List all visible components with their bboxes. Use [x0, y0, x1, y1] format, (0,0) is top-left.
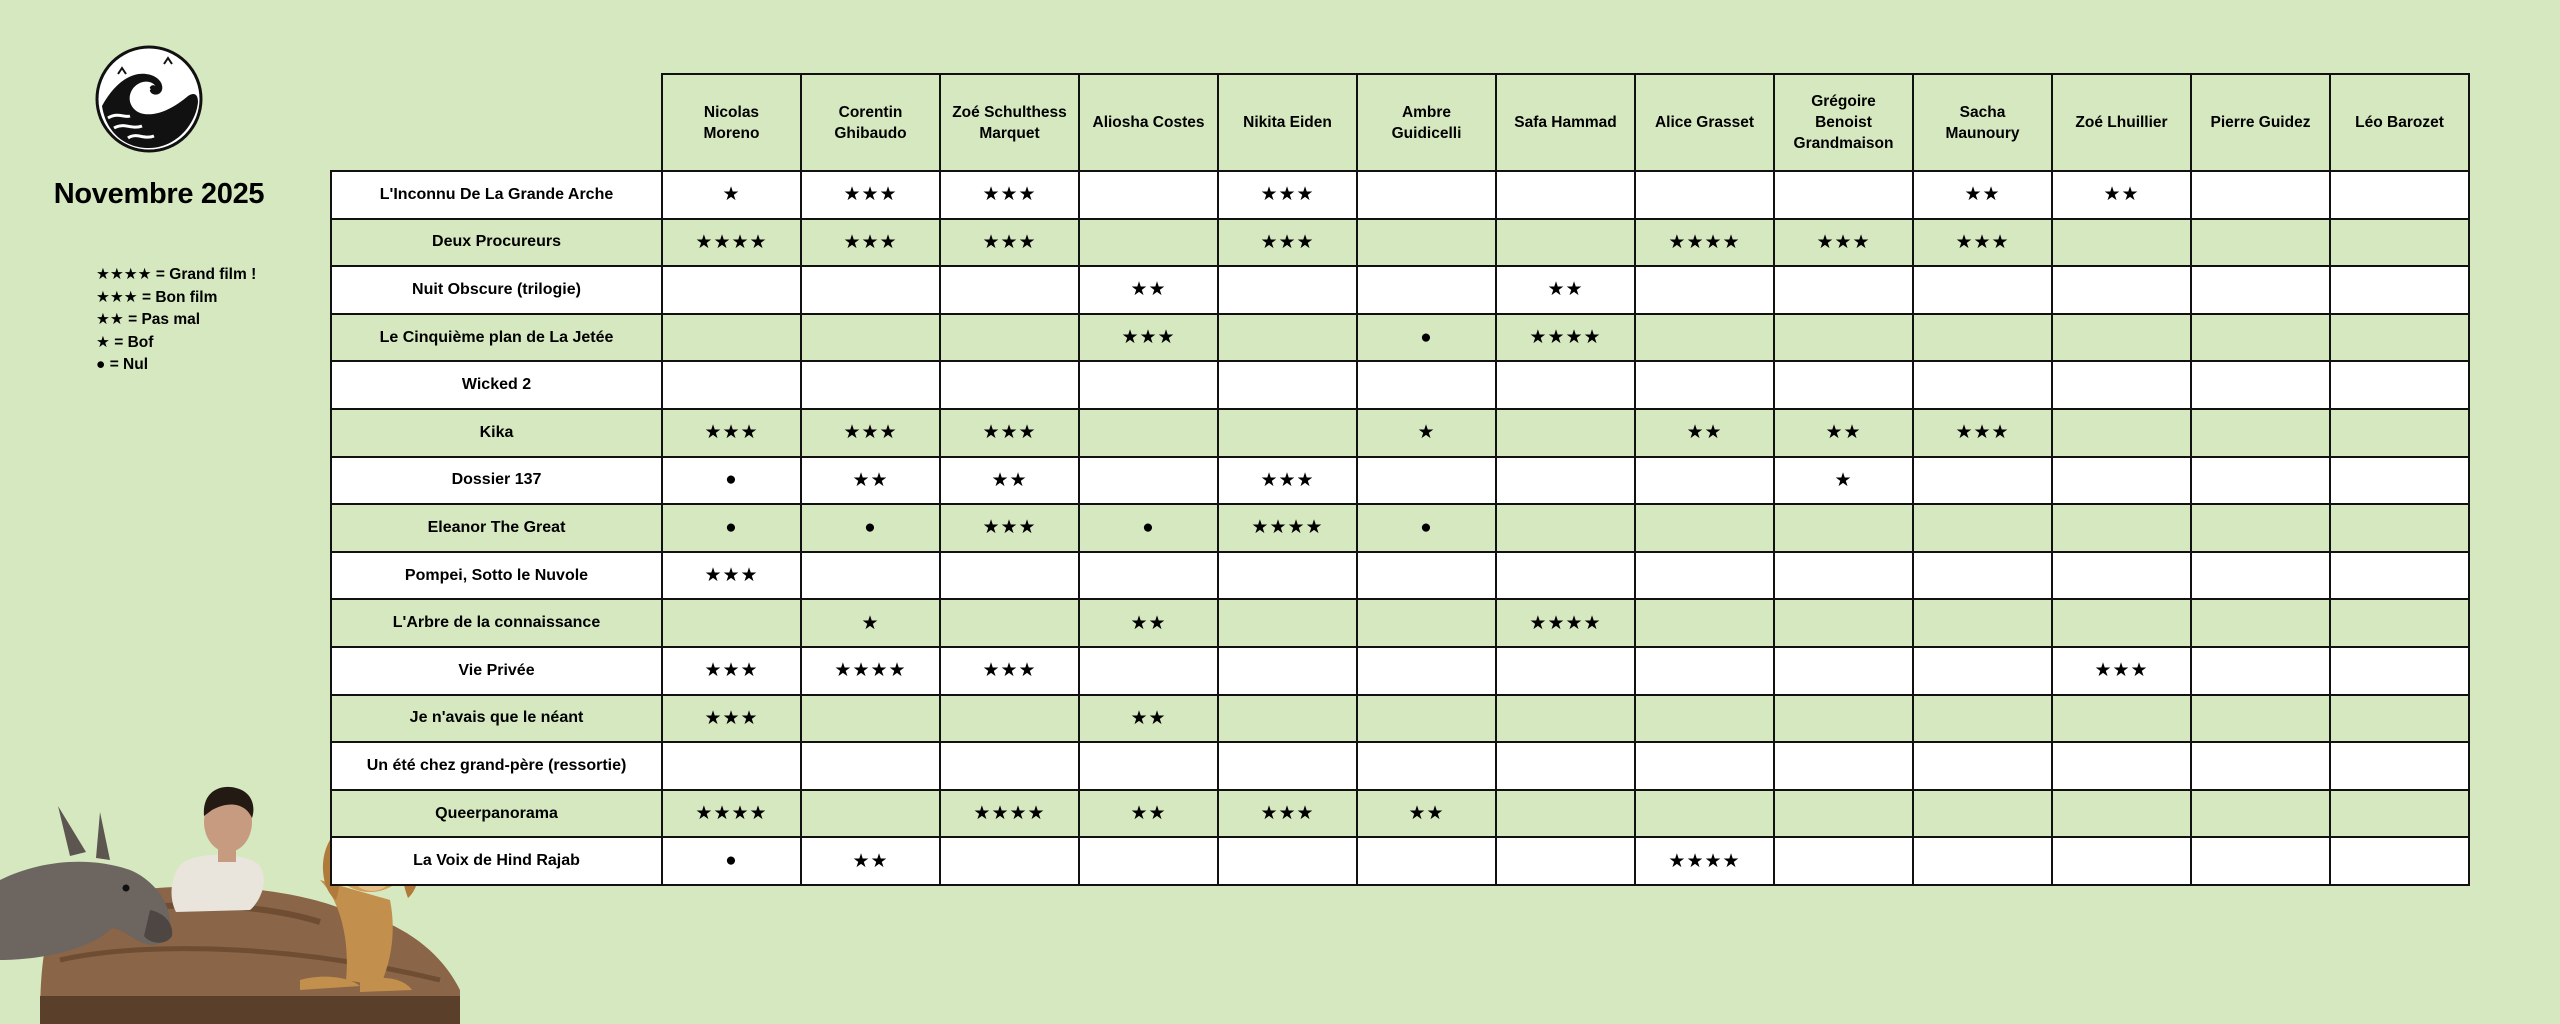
rating-cell	[1218, 552, 1357, 600]
critic-header: Zoé Schulthess Marquet	[940, 74, 1079, 171]
rating-cell	[1635, 504, 1774, 552]
legend-symbol: ●	[96, 356, 106, 373]
rating-cell	[1496, 695, 1635, 743]
rating-cell	[2052, 552, 2191, 600]
rating-cell	[2330, 837, 2469, 885]
rating-cell	[1635, 266, 1774, 314]
rating-cell	[1774, 647, 1913, 695]
rating-cell	[1357, 361, 1496, 409]
critic-header: Nicolas Moreno	[662, 74, 801, 171]
rating-cell: ★★★	[1218, 219, 1357, 267]
rating-cell	[1635, 171, 1774, 219]
rating-cell	[1774, 314, 1913, 362]
rating-cell: ★★★	[940, 647, 1079, 695]
rating-cell	[1913, 266, 2052, 314]
rating-cell: ★★★	[940, 504, 1079, 552]
legend-item	[96, 309, 256, 332]
rating-cell	[2330, 409, 2469, 457]
critic-header: Nikita Eiden	[1218, 74, 1357, 171]
rating-cell	[1496, 742, 1635, 790]
rating-cell	[801, 790, 940, 838]
rating-cell: ●	[662, 837, 801, 885]
film-row	[331, 504, 2469, 552]
rating-cell: ★★★	[1218, 457, 1357, 505]
rating-cell	[2191, 742, 2330, 790]
rating-cell	[2330, 266, 2469, 314]
critic-header: Alice Grasset	[1635, 74, 1774, 171]
rating-cell	[662, 314, 801, 362]
rating-cell	[1496, 409, 1635, 457]
rating-cell: ★★	[1079, 790, 1218, 838]
rating-cell	[2052, 457, 2191, 505]
film-title: L'Inconnu De La Grande Arche	[331, 171, 662, 219]
rating-cell: ★★	[940, 457, 1079, 505]
rating-cell: ★★	[1079, 695, 1218, 743]
critics-header-row	[331, 74, 2469, 171]
rating-cell: ★★★	[662, 552, 801, 600]
film-row	[331, 647, 2469, 695]
rating-legend	[96, 264, 256, 377]
film-title: Dossier 137	[331, 457, 662, 505]
rating-cell	[1496, 790, 1635, 838]
rating-cell	[801, 552, 940, 600]
rating-cell	[2191, 504, 2330, 552]
rating-cell	[1079, 647, 1218, 695]
rating-cell: ★★★	[662, 695, 801, 743]
rating-cell	[2191, 171, 2330, 219]
rating-cell	[1218, 266, 1357, 314]
rating-cell: ★★	[1913, 171, 2052, 219]
legend-symbol: ★	[96, 333, 110, 351]
critic-header: Ambre Guidicelli	[1357, 74, 1496, 171]
rating-cell: ★★★	[662, 647, 801, 695]
rating-cell	[1774, 599, 1913, 647]
film-title: Wicked 2	[331, 361, 662, 409]
rating-cell: ★★★★	[1635, 837, 1774, 885]
page-title: Novembre 2025	[53, 178, 265, 210]
rating-cell	[2330, 790, 2469, 838]
film-row	[331, 409, 2469, 457]
rating-cell: ★★★★	[1635, 219, 1774, 267]
film-title: Pompei, Sotto le Nuvole	[331, 552, 662, 600]
rating-cell: ★	[662, 171, 801, 219]
rating-cell: ★	[801, 599, 940, 647]
film-row	[331, 171, 2469, 219]
rating-cell: ★★	[1079, 599, 1218, 647]
rating-cell	[2330, 647, 2469, 695]
rating-cell	[1774, 790, 1913, 838]
rating-cell	[2191, 314, 2330, 362]
film-title: Je n'avais que le néant	[331, 695, 662, 743]
rating-cell	[1774, 361, 1913, 409]
wave-logo-icon	[94, 44, 204, 154]
legend-item	[96, 287, 256, 310]
rating-cell: ★★★	[1774, 219, 1913, 267]
rating-cell	[1913, 552, 2052, 600]
rating-cell	[1635, 599, 1774, 647]
rating-cell	[1079, 837, 1218, 885]
rating-cell	[940, 599, 1079, 647]
rating-cell: ★★★	[1913, 219, 2052, 267]
rating-cell: ★★★	[801, 409, 940, 457]
rating-cell	[1913, 504, 2052, 552]
rating-cell	[2052, 695, 2191, 743]
rating-cell	[1635, 314, 1774, 362]
rating-cell: ★	[1774, 457, 1913, 505]
rating-cell	[1913, 314, 2052, 362]
rating-cell	[940, 361, 1079, 409]
rating-cell: ★★★	[2052, 647, 2191, 695]
rating-cell	[2191, 599, 2330, 647]
rating-cell	[2330, 504, 2469, 552]
rating-cell	[1357, 171, 1496, 219]
rating-cell	[801, 742, 940, 790]
rating-cell	[1357, 266, 1496, 314]
rating-cell	[2191, 837, 2330, 885]
rating-cell	[1774, 837, 1913, 885]
rating-cell	[1218, 742, 1357, 790]
rating-cell: ★★★	[940, 171, 1079, 219]
rating-cell	[1357, 552, 1496, 600]
rating-cell	[1913, 742, 2052, 790]
legend-symbol: ★★★	[96, 288, 138, 306]
rating-cell	[1079, 219, 1218, 267]
rating-cell	[2330, 599, 2469, 647]
rating-cell: ★★★	[801, 219, 940, 267]
critic-header: Sacha Maunoury	[1913, 74, 2052, 171]
rating-cell	[2191, 695, 2330, 743]
rating-cell	[2191, 552, 2330, 600]
rating-cell: ★★★★	[1496, 599, 1635, 647]
rating-cell: ★★★	[1218, 790, 1357, 838]
rating-cell	[940, 266, 1079, 314]
rating-cell	[2191, 790, 2330, 838]
film-row	[331, 219, 2469, 267]
rating-cell	[801, 266, 940, 314]
rating-cell	[2052, 219, 2191, 267]
rating-cell	[1357, 219, 1496, 267]
critic-header: Zoé Lhuillier	[2052, 74, 2191, 171]
film-row	[331, 742, 2469, 790]
rating-cell	[1913, 599, 2052, 647]
rating-cell	[662, 266, 801, 314]
header-corner	[331, 74, 662, 171]
rating-cell	[1635, 695, 1774, 743]
legend-label: = Pas mal	[128, 311, 201, 328]
rating-cell	[1635, 457, 1774, 505]
rating-cell	[2052, 361, 2191, 409]
rating-cell	[1496, 552, 1635, 600]
rating-cell	[1496, 504, 1635, 552]
rating-cell	[1635, 552, 1774, 600]
film-title: La Voix de Hind Rajab	[331, 837, 662, 885]
rating-cell: ★★★★	[1218, 504, 1357, 552]
rating-cell	[1496, 171, 1635, 219]
film-title: Un été chez grand-père (ressortie)	[331, 742, 662, 790]
film-row	[331, 314, 2469, 362]
rating-cell	[1357, 647, 1496, 695]
films-body	[331, 171, 2469, 885]
rating-cell	[1218, 695, 1357, 743]
film-title: Le Cinquième plan de La Jetée	[331, 314, 662, 362]
rating-cell	[1079, 361, 1218, 409]
film-row	[331, 695, 2469, 743]
rating-cell: ★★★	[1079, 314, 1218, 362]
rating-cell: ★★★★	[801, 647, 940, 695]
legend-label: = Nul	[109, 356, 149, 373]
rating-cell	[2330, 552, 2469, 600]
rating-cell	[940, 837, 1079, 885]
film-title: Eleanor The Great	[331, 504, 662, 552]
rating-cell	[2052, 409, 2191, 457]
critic-header: Pierre Guidez	[2191, 74, 2330, 171]
rating-cell	[2330, 457, 2469, 505]
film-row	[331, 457, 2469, 505]
rating-cell	[1079, 552, 1218, 600]
rating-cell: ★★★	[940, 409, 1079, 457]
rating-cell	[940, 695, 1079, 743]
film-title: L'Arbre de la connaissance	[331, 599, 662, 647]
rating-cell: ●	[662, 457, 801, 505]
rating-cell	[1635, 790, 1774, 838]
rating-cell	[1079, 409, 1218, 457]
rating-cell: ★★	[1496, 266, 1635, 314]
rating-cell	[1774, 266, 1913, 314]
rating-cell	[1774, 742, 1913, 790]
rating-cell	[1357, 742, 1496, 790]
rating-cell	[2052, 314, 2191, 362]
rating-cell	[1635, 361, 1774, 409]
film-row	[331, 552, 2469, 600]
rating-cell	[2330, 361, 2469, 409]
film-title: Deux Procureurs	[331, 219, 662, 267]
rating-cell	[1774, 552, 1913, 600]
rating-cell: ★★	[1079, 266, 1218, 314]
rating-cell: ★★★	[801, 171, 940, 219]
rating-cell: ★★★★	[1496, 314, 1635, 362]
rating-cell	[2052, 742, 2191, 790]
film-row	[331, 599, 2469, 647]
rating-cell	[2330, 742, 2469, 790]
rating-cell	[1218, 314, 1357, 362]
rating-cell	[1496, 837, 1635, 885]
ratings-table	[330, 73, 2470, 886]
rating-cell	[1774, 504, 1913, 552]
rating-cell	[2191, 409, 2330, 457]
rating-cell	[1218, 409, 1357, 457]
rating-cell: ★★	[1357, 790, 1496, 838]
rating-cell	[1913, 361, 2052, 409]
critic-header: Safa Hammad	[1496, 74, 1635, 171]
rating-cell: ★★	[1774, 409, 1913, 457]
rating-cell	[2052, 599, 2191, 647]
rating-cell	[1357, 695, 1496, 743]
rating-cell	[1913, 695, 2052, 743]
legend-item	[96, 264, 256, 287]
legend-label: = Bof	[114, 333, 154, 351]
film-row	[331, 361, 2469, 409]
rating-cell: ★★★★	[940, 790, 1079, 838]
rating-cell	[2191, 361, 2330, 409]
rating-cell: ★★★	[1913, 409, 2052, 457]
rating-cell	[2330, 695, 2469, 743]
rating-cell	[1079, 742, 1218, 790]
film-row	[331, 266, 2469, 314]
critic-header: Corentin Ghibaudo	[801, 74, 940, 171]
rating-cell	[2052, 504, 2191, 552]
rating-cell	[2330, 219, 2469, 267]
film-title: Kika	[331, 409, 662, 457]
rating-cell: ★★★	[1218, 171, 1357, 219]
rating-cell: ●	[1079, 504, 1218, 552]
rating-cell	[940, 314, 1079, 362]
rating-cell	[1218, 361, 1357, 409]
rating-cell: ★★	[801, 837, 940, 885]
rating-cell: ●	[662, 504, 801, 552]
rating-cell	[801, 314, 940, 362]
film-title: Vie Privée	[331, 647, 662, 695]
rating-cell: ★★	[2052, 171, 2191, 219]
rating-cell	[2191, 647, 2330, 695]
rating-cell	[1496, 361, 1635, 409]
rating-cell	[1357, 599, 1496, 647]
rating-cell	[1357, 837, 1496, 885]
rating-cell	[1774, 171, 1913, 219]
rating-cell	[2191, 219, 2330, 267]
rating-cell: ★★★	[940, 219, 1079, 267]
rating-cell	[1913, 457, 2052, 505]
rating-cell	[1496, 457, 1635, 505]
rating-cell	[1079, 171, 1218, 219]
rating-cell	[1079, 457, 1218, 505]
rating-cell	[1496, 647, 1635, 695]
rating-cell: ●	[1357, 504, 1496, 552]
rating-cell	[1774, 695, 1913, 743]
rating-cell	[1357, 457, 1496, 505]
legend-item	[96, 332, 256, 355]
film-title: Nuit Obscure (trilogie)	[331, 266, 662, 314]
film-row	[331, 837, 2469, 885]
legend-symbol: ★★★★	[96, 266, 152, 283]
rating-cell	[2052, 790, 2191, 838]
rating-cell	[940, 742, 1079, 790]
legend-symbol: ★★	[96, 311, 124, 328]
rating-cell	[1913, 790, 2052, 838]
rating-cell: ★	[1357, 409, 1496, 457]
rating-cell	[2330, 314, 2469, 362]
rating-cell	[801, 361, 940, 409]
film-title: Queerpanorama	[331, 790, 662, 838]
critic-header: Grégoire Benoist Grandmaison	[1774, 74, 1913, 171]
rating-cell	[2330, 171, 2469, 219]
rating-cell: ★★★★	[662, 790, 801, 838]
rating-cell: ●	[801, 504, 940, 552]
rating-cell	[662, 599, 801, 647]
rating-cell	[2191, 457, 2330, 505]
legend-label: = Grand film !	[155, 266, 257, 283]
rating-cell	[662, 361, 801, 409]
rating-cell: ●	[1357, 314, 1496, 362]
critic-header: Aliosha Costes	[1079, 74, 1218, 171]
rating-cell	[1218, 647, 1357, 695]
person-in-bed-icon	[172, 787, 264, 912]
rating-cell	[1913, 647, 2052, 695]
rating-cell	[2052, 266, 2191, 314]
donkey-icon	[0, 806, 172, 960]
rating-cell	[1913, 837, 2052, 885]
rating-cell	[1635, 742, 1774, 790]
rating-cell	[1635, 647, 1774, 695]
rating-cell	[2191, 266, 2330, 314]
legend-label: = Bon film	[142, 288, 218, 306]
rating-cell	[1496, 219, 1635, 267]
legend-item	[96, 354, 256, 377]
rating-cell: ★★★★	[662, 219, 801, 267]
rating-cell: ★★	[1635, 409, 1774, 457]
rating-cell: ★★	[801, 457, 940, 505]
rating-cell	[1218, 837, 1357, 885]
rating-cell	[940, 552, 1079, 600]
rating-cell	[801, 695, 940, 743]
rating-cell	[1218, 599, 1357, 647]
rating-cell: ★★★	[662, 409, 801, 457]
rating-cell	[662, 742, 801, 790]
critic-header: Léo Barozet	[2330, 74, 2469, 171]
rating-cell	[2052, 837, 2191, 885]
film-row	[331, 790, 2469, 838]
